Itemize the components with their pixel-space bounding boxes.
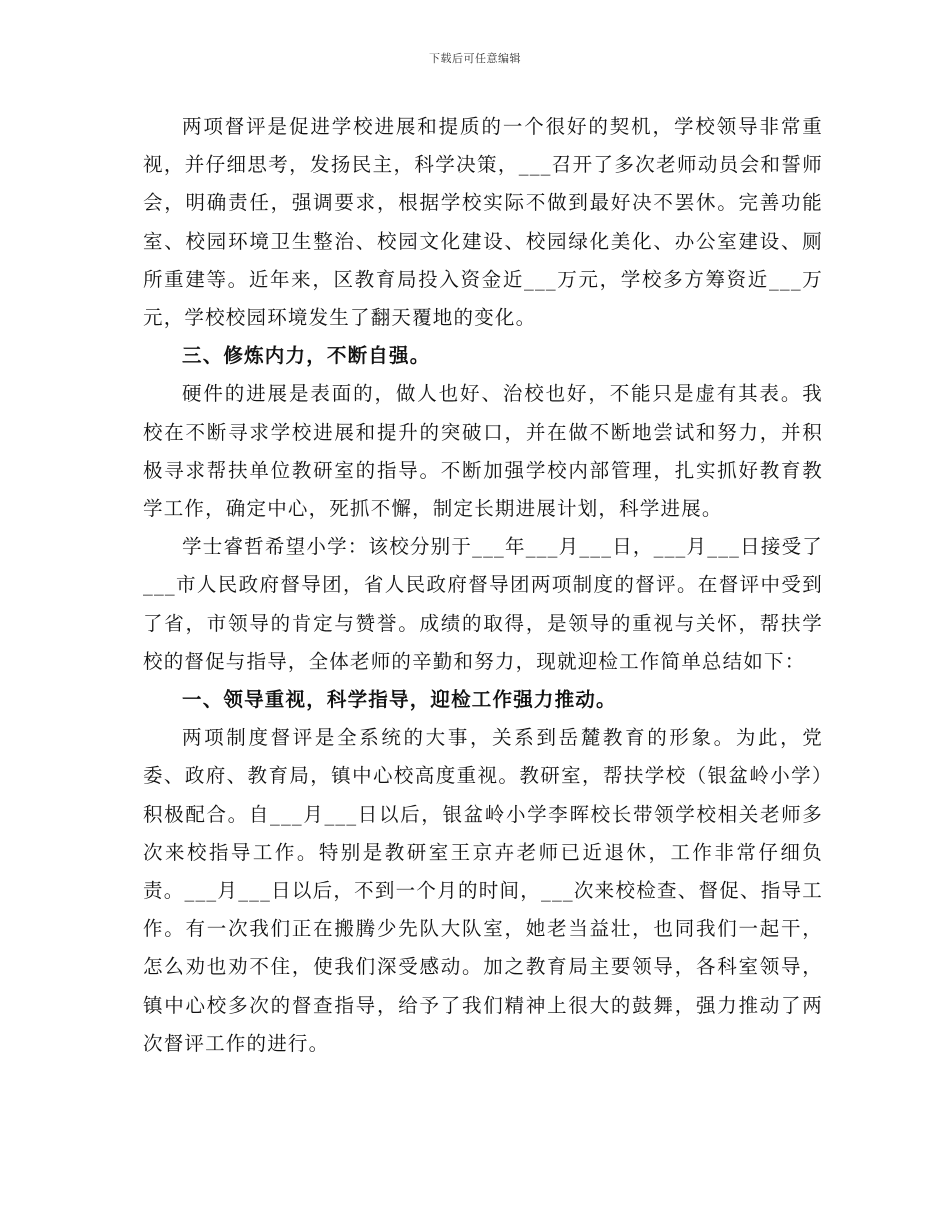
section-heading-1: 一、领导重视，科学指导，迎检工作强力推动。 — [182, 688, 617, 712]
page-header-note: 下载后可任意编辑 — [429, 52, 521, 65]
paragraph-supervision-opportunity: 两项督评是促进学校进展和提质的一个很好的契机，学校领导非常重视，并仔细思考，发扬民主，科学决策，___召开了多次老师动员会和誓师会，明确责任，强调要求，根据学校实际不做到最好决不罢休。完善功能室、校园环境卫生整治、校园文化建设、校园绿化美化、办公室建设、厕所重建等。近年来，区教育局投入资金近___万元，学校多方筹资近___万元，学校校园环境发生了翻天覆地的变化。 — [143, 115, 823, 330]
paragraph-leadership-guidance: 两项制度督评是全系统的大事，关系到岳麓教育的形象。为此，党委、政府、教育局，镇中心校高度重视。教研室，帮扶学校（银盆岭小学）积极配合。自___月___日以后，银盆岭小学李晖校长带领学校相关老师多次来校指导工作。特别是教研室王京卉老师已近退休，工作非常仔细负责。___月___日以后，不到一个月的时间，___次来校检查、督促、指导工作。有一次我们正在搬腾少先队大队室，她老当益壮，也同我们一起干，怎么劝也劝不住，使我们深受感动。加之教育局主要领导，各科室领导，镇中心校多次的督查指导，给予了我们精神上很大的鼓舞，强力推动了两次督评工作的进行。 — [143, 726, 823, 1055]
paragraph-school-intro: 学士睿哲希望小学：该校分别于___年___月___日，___月___日接受了___市人民政府督导团，省人民政府督导团两项制度的督评。在督评中受到了省，市领导的肯定与赞誉。成绩的取得，是领导的重视与关怀，帮扶学校的督促与指导，全体老师的辛勤和努力，现就迎检工作简单总结如下： — [143, 535, 823, 673]
section-heading-3: 三、修炼内力，不断自强。 — [182, 344, 431, 368]
paragraph-internal-strength: 硬件的进展是表面的，做人也好、治校也好，不能只是虚有其表。我校在不断寻求学校进展和提升的突破口，并在做不断地尝试和努力，并积极寻求帮扶单位教研室的指导。不断加强学校内部管理，扎实抓好教育教学工作，确定中心，死抓不懈，制定长期进展计划，科学进展。 — [143, 382, 823, 521]
document-body — [143, 108, 823, 1063]
